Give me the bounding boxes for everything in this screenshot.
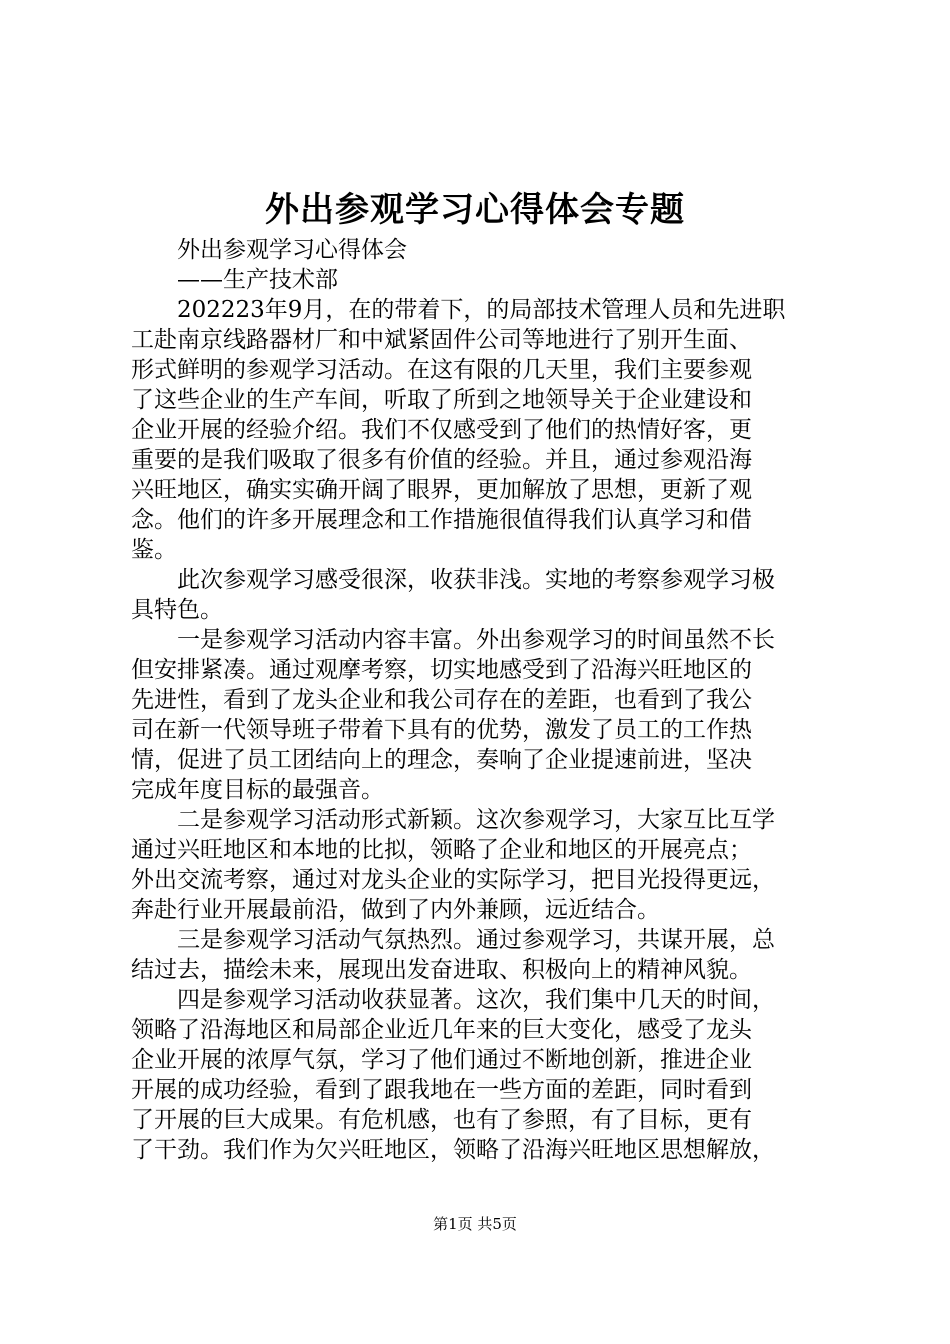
text-line: 先进性，看到了龙头企业和我公司存在的差距，也看到了我公: [131, 687, 752, 713]
text-line: 此次参观学习感受很深，收获非浅。实地的考察参观学习极: [177, 567, 775, 593]
text-line: 形式鲜明的参观学习活动。在这有限的几天里，我们主要参观: [131, 357, 752, 383]
page-footer: 第1页 共5页: [433, 1215, 517, 1233]
text-line: 202223年9月，在的带着下，的局部技术管理人员和先进职: [177, 297, 786, 323]
text-line: 三是参观学习活动气氛热烈。通过参观学习，共谋开展，总: [177, 927, 775, 953]
text-line: 领略了沿海地区和局部企业近几年来的巨大变化，感受了龙头: [131, 1017, 752, 1043]
text-line: 企业开展的浓厚气氛，学习了他们通过不断地创新，推进企业: [131, 1047, 752, 1073]
text-line: 了这些企业的生产车间，听取了所到之地领导关于企业建设和: [131, 387, 752, 413]
text-line: 外出参观学习心得体会: [177, 237, 407, 263]
text-line: 念。他们的许多开展理念和工作措施很值得我们认真学习和借: [131, 507, 752, 533]
text-line: 工赴南京线路器材厂和中斌紧固件公司等地进行了别开生面、: [131, 327, 752, 353]
text-line: 一是参观学习活动内容丰富。外出参观学习的时间虽然不长: [177, 627, 775, 653]
text-line: 开展的成功经验，看到了跟我地在一些方面的差距，同时看到: [131, 1077, 752, 1103]
document-body: [131, 235, 831, 1165]
text-line: 了开展的巨大成果。有危机感，也有了参照，有了目标，更有: [131, 1107, 752, 1133]
text-line: 外出交流考察，通过对龙头企业的实际学习，把目光投得更远，: [131, 867, 775, 893]
text-line: 重要的是我们吸取了很多有价值的经验。并且，通过参观沿海: [131, 447, 752, 473]
text-line: 了干劲。我们作为欠兴旺地区，领略了沿海兴旺地区思想解放，: [131, 1137, 775, 1163]
text-line: 结过去，描绘未来，展现出发奋进取、积极向上的精神风貌。: [131, 957, 752, 983]
text-line: 司在新一代领导班子带着下具有的优势，激发了员工的工作热: [131, 717, 752, 743]
text-line: 具特色。: [131, 597, 223, 623]
text-line: 通过兴旺地区和本地的比拟，领略了企业和地区的开展亮点；: [131, 837, 752, 863]
text-line: 兴旺地区，确实实确开阔了眼界，更加解放了思想，更新了观: [131, 477, 752, 503]
text-line: 情，促进了员工团结向上的理念，奏响了企业提速前进，坚决: [131, 747, 752, 773]
text-line: 二是参观学习活动形式新颖。这次参观学习，大家互比互学: [177, 807, 775, 833]
document-title: 外出参观学习心得体会专题: [265, 190, 685, 230]
text-line: 企业开展的经验介绍。我们不仅感受到了他们的热情好客，更: [131, 417, 752, 443]
text-line: 但安排紧凑。通过观摩考察，切实地感受到了沿海兴旺地区的: [131, 657, 752, 683]
text-line: 鉴。: [131, 537, 177, 563]
text-line: ——生产技术部: [177, 267, 338, 293]
text-line: 完成年度目标的最强音。: [131, 777, 384, 803]
text-line: 四是参观学习活动收获显著。这次，我们集中几天的时间，: [177, 987, 775, 1013]
text-line: 奔赴行业开展最前沿，做到了内外兼顾，远近结合。: [131, 897, 660, 923]
